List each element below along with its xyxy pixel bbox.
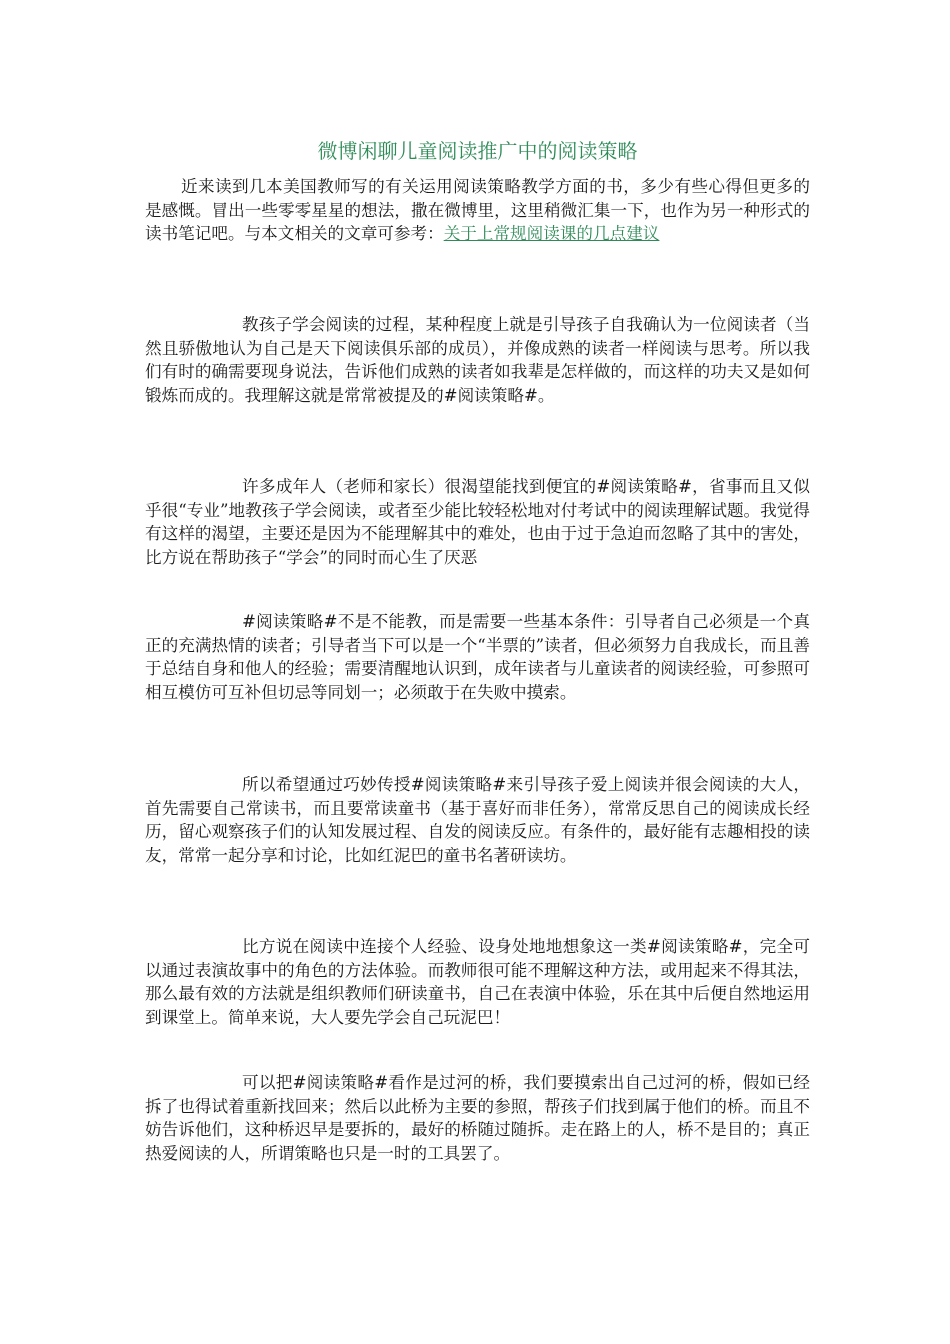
document-title: 微博闲聊儿童阅读推广中的阅读策略 [317, 139, 638, 163]
body-paragraph: 所以希望通过巧妙传授#阅读策略#来引导孩子爱上阅读并很会阅读的大人，首先需要自己常读书，而且要常读童书（基于喜好而非任务），常常反思自己的阅读成长经历，留心观察孩子们的认知发展过程、自发的阅读反应。有条件的，最好能有志趣相投的读友，常常一起分享和讨论，比如红泥巴的童书名著研读坊。 [145, 775, 810, 865]
body-paragraph: #阅读策略#不是不能教，而是需要一些基本条件：引导者自己必须是一个真正的充满热情的读者；引导者当下可以是一个“半票的”读者，但必须努力自我成长，而且善于总结自身和他人的经验；需要清醒地认识到，成年读者与儿童读者的阅读经验，可参照可相互模仿可互补但切忌等同划一；必须敢于在失败中摸索。 [145, 612, 810, 702]
body-paragraph: 可以把#阅读策略#看作是过河的桥，我们要摸索出自己过河的桥，假如已经拆了也得试着重新找回来；然后以此桥为主要的参照，帮孩子们找到属于他们的桥。而且不妨告诉他们，这种桥迟早是要拆的，最好的桥随过随拆。走在路上的人，桥不是目的；真正热爱阅读的人，所谓策略也只是一时的工具罢了。 [145, 1073, 810, 1163]
related-article-link[interactable]: 关于上常规阅读课的几点建议 [443, 224, 660, 244]
intro-text: 近来读到几本美国教师写的有关运用阅读策略教学方面的书，多少有些心得但更多的是感慨。冒出一些零零星星的想法，撒在微博里，这里稍微汇集一下，也作为另一种形式的读书笔记吧。与本文相关的文章可参考： [145, 177, 810, 244]
body-paragraph: 教孩子学会阅读的过程，某种程度上就是引导孩子自我确认为一位阅读者（当然且骄傲地认为自己是天下阅读俱乐部的成员），并像成熟的读者一样阅读与思考。所以我们有时的确需要现身说法，告诉他们成熟的读者如我辈是怎样做的，而这样的功夫又是如何锻炼而成的。我理解这就是常常被提及的#阅读策略#。 [145, 315, 810, 405]
intro-paragraph [145, 175, 810, 246]
body-paragraph: 比方说在阅读中连接个人经验、设身处地地想象这一类#阅读策略#，完全可以通过表演故事中的角色的方法体验。而教师很可能不理解这种方法，或用起来不得其法，那么最有效的方法就是组织教师们研读童书，自己在表演中体验，乐在其中后便自然地运用到课堂上。简单来说，大人要先学会自己玩泥巴！ [145, 937, 810, 1027]
body-paragraph: 许多成年人（老师和家长）很渴望能找到便宜的#阅读策略#，省事而且又似乎很“专业”地教孩子学会阅读，或者至少能比较轻松地对付考试中的阅读理解试题。我觉得有这样的渴望，主要还是因为不能理解其中的难处，也由于过于急迫而忽略了其中的害处，比方说在帮助孩子“学会”的同时而心生了厌恶 [145, 477, 810, 567]
